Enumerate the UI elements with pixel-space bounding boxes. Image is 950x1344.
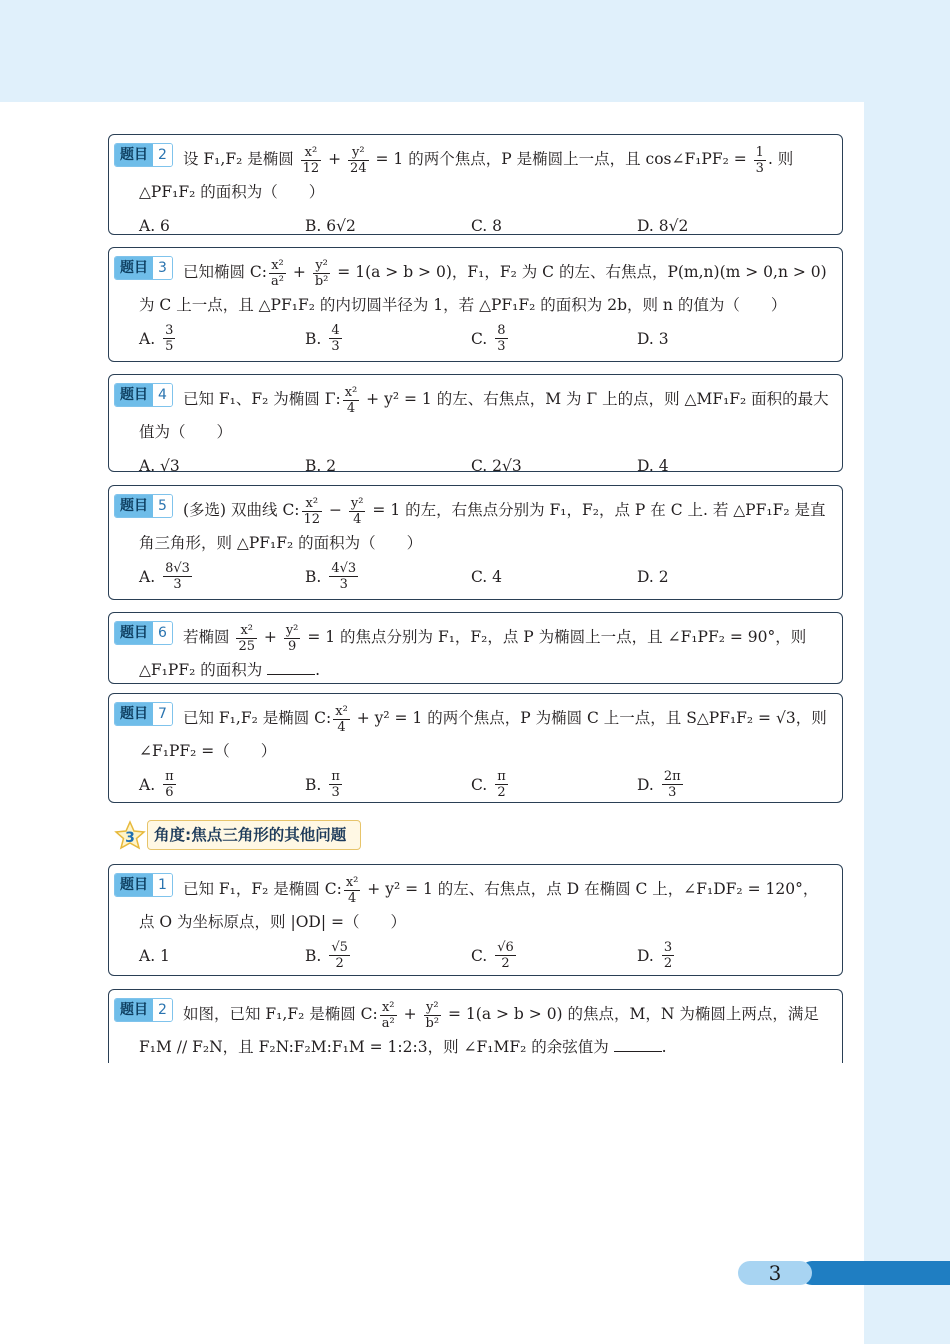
option-b[interactable]: B. 6√2 (305, 216, 356, 235)
section-number: 3 (125, 830, 135, 846)
question-tag: 题目 3 (114, 256, 173, 280)
option-d[interactable]: D. $\frac{3}{2}$ (637, 940, 673, 971)
question-stem: 已知 F₁,F₂ 是椭圆 C: $\frac{\text{x²}}{4}$ + y² = 1 的两个焦点，P 为椭圆 C 上一点，且 S△PF₁F₂ = √3，则 ∠F₁PF₂ =（ ） (139, 703, 827, 760)
star-icon (113, 820, 147, 850)
question-stem: 若椭圆 $\frac{\text{x²}}{25}$ + $\frac{\text{y²}}{9}$ = 1 的焦点分别为 F₁，F₂，点 P 为椭圆上一点，且 ∠F₁PF₂ = 90°，则 △F₁PF₂ 的面积为 . (139, 622, 807, 679)
option-b[interactable]: B. $\frac{√5}{2}$ (305, 940, 348, 971)
option-d[interactable]: D. 4 (637, 456, 669, 475)
question-card (108, 864, 843, 976)
question-tag: 题目 1 (114, 873, 173, 897)
tag-label: 题目 (115, 144, 153, 166)
section-heading (113, 820, 361, 850)
question-stem: 已知椭圆 C: $\frac{\text{x²}}{\text{a²}}$ + $\frac{\text{y²}}{\text{b²}}$ = 1(a > b > 0)，F₁，F₂ 为 C 的左、右焦点，P(m,n)(m > 0,n > 0) 为 C 上一点，且 △PF₁F₂ 的内切圆半径为 1，若 △PF₁F₂ 的面积为 2b，则 n 的值为（ ） (139, 257, 827, 314)
fraction (348, 145, 369, 176)
option-c[interactable]: C. $\frac{\pi}{2}$ (471, 769, 506, 800)
question-stem: 如图，已知 F₁,F₂ 是椭圆 C: $\frac{\text{x²}}{\text{a²}}$ + $\frac{\text{y²}}{\text{b²}}$ = 1(a > b > 0) 的焦点，M，N 为椭圆上两点，满足 F₁M // F₂N，且 F₂N:F₂M:F₁M = 1:2:3，则 ∠F₁MF₂ 的余弦值为 . (139, 999, 819, 1056)
option-a[interactable]: A. $\frac{\pi}{6}$ (139, 769, 174, 800)
question-tag (114, 143, 173, 167)
option-b[interactable]: B. $\frac{4√3}{3}$ (305, 561, 357, 592)
numerator: 1 (755, 144, 764, 160)
option-b[interactable]: B. $\frac{\pi}{3}$ (305, 769, 340, 800)
option-b[interactable]: B. $\frac{4}{3}$ (305, 323, 340, 354)
question-stem: (多选) 双曲线 C: $\frac{\text{x²}}{12}$ − $\frac{\text{y²}}{4}$ = 1 的左，右焦点分别为 F₁，F₂，点 P 在 C 上. 若 △PF₁F₂ 是直角三角形，则 △PF₁F₂ 的面积为（ ） (139, 495, 826, 552)
question-card (108, 374, 843, 475)
option-d[interactable]: D. $\frac{2\pi}{3}$ (637, 769, 681, 800)
option-a[interactable]: A. √3 (139, 456, 180, 475)
option-d[interactable]: D. 8√2 (637, 216, 689, 235)
answer-blank[interactable] (267, 658, 315, 675)
numerator: y² (348, 145, 369, 161)
question-stem: 已知 F₁、F₂ 为椭圆 Γ: $\frac{\text{x²}}{4}$ + y² = 1 的左、右焦点，M 为 Γ 上的点，则 △MF₁F₂ 面积的最大值为（ ） (139, 384, 829, 441)
header-band (0, 0, 950, 102)
denominator: 12 (302, 160, 320, 176)
question-card (108, 485, 843, 600)
question-tag: 题目 4 (114, 383, 173, 407)
page-number: 3 (738, 1261, 812, 1285)
stem-text: + (323, 150, 347, 168)
numerator: x² (301, 145, 322, 161)
option-b[interactable]: B. 2 (305, 456, 337, 475)
answer-blank[interactable] (614, 1035, 662, 1052)
denominator: 24 (350, 160, 367, 176)
question-card (108, 612, 843, 684)
fraction (754, 145, 766, 176)
stem-text: = 1 的两个焦点，P 是椭圆上一点，且 cos∠F₁PF₂ = (370, 150, 752, 168)
fraction (301, 145, 322, 176)
option-d[interactable]: D. 3 (637, 329, 669, 348)
options-row (139, 940, 832, 972)
side-band (864, 0, 950, 1344)
question-tag: 题目 6 (114, 621, 173, 645)
option-d[interactable]: D. 2 (637, 567, 669, 586)
question-stem (139, 143, 832, 208)
question-card (108, 693, 843, 803)
question-card (108, 247, 843, 362)
option-a[interactable]: A. 1 (139, 946, 170, 965)
question-card (108, 134, 843, 235)
stem-text: 设 F₁,F₂ 是椭圆 (183, 150, 299, 168)
option-c[interactable]: C. $\frac{8}{3}$ (471, 323, 506, 354)
question-tag: 题目 2 (114, 998, 173, 1022)
stem-text: . 则 △PF₁F₂ 的面积为（ ） (139, 150, 794, 201)
option-c[interactable]: C. 8 (471, 216, 503, 235)
question-tag: 题目 7 (114, 702, 173, 726)
question-tag: 题目 5 (114, 494, 173, 518)
options-row (139, 561, 832, 593)
option-a[interactable]: A. 6 (139, 216, 170, 235)
section-title: 角度:焦点三角形的其他问题 (147, 820, 361, 850)
option-c[interactable]: C. $\frac{√6}{2}$ (471, 940, 514, 971)
page-number-bar (800, 1261, 950, 1285)
option-a[interactable]: A. $\frac{3}{5}$ (139, 323, 174, 354)
denominator: 3 (755, 160, 764, 176)
option-a[interactable]: A. $\frac{8√3}{3}$ (139, 561, 190, 592)
question-stem: 已知 F₁，F₂ 是椭圆 C: $\frac{\text{x²}}{4}$ + y² = 1 的左、右焦点，点 D 在椭圆 C 上，∠F₁DF₂ = 120°，点 O 为坐标原点，则 |OD| =（ ） (139, 874, 819, 931)
options-row (139, 210, 832, 242)
option-c[interactable]: C. 4 (471, 567, 503, 586)
tag-number: 2 (153, 144, 172, 166)
question-card (108, 989, 843, 1063)
option-c[interactable]: C. 2√3 (471, 456, 522, 475)
options-row (139, 323, 832, 355)
options-row (139, 769, 832, 801)
options-row (139, 450, 832, 482)
